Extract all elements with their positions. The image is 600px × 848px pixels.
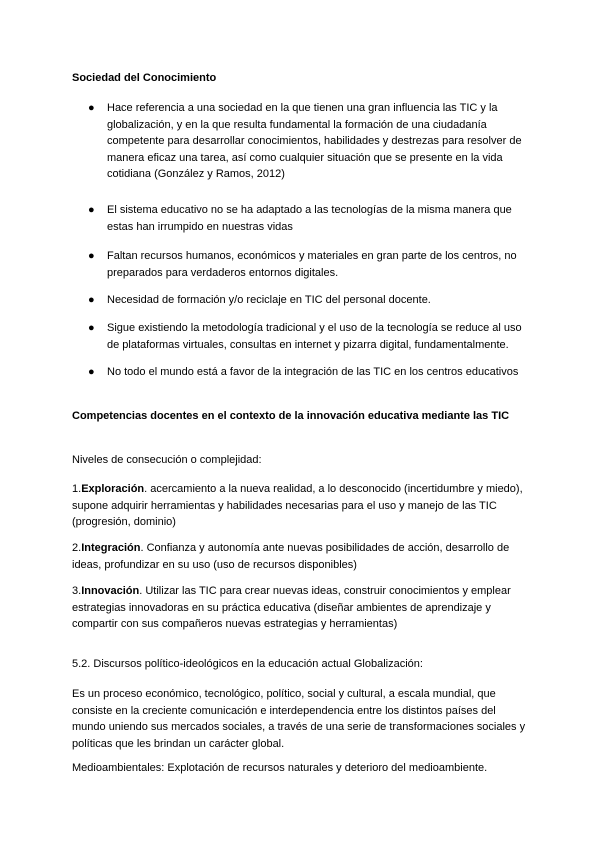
level-number: 2. (72, 542, 82, 554)
bullet-dot-icon: ● (88, 204, 95, 216)
list-item-text: Necesidad de formación y/o reciclaje en TIC del personal docente. (107, 294, 431, 306)
level-text: . acercamiento a la nueva realidad, a lo desconocido (incertidumbre y miedo), supone adquirir herramientas y habilidades necesarias para el uso y manejo de las TIC (progresión, dominio) (72, 483, 523, 528)
list-item-text: No todo el mundo está a favor de la integración de las TIC en los centros educativos (107, 366, 519, 378)
list-item-text: Hace referencia a una sociedad en la que tienen una gran influencia las TIC y la globalización, y en la que resulta fundamental la formación de una ciudadanía competente para desarrollar conocimientos, habilidades y destrezas para resolver de manera eficaz una tarea, así como cualquier situación que se presente en la vida cotidiana (González y Ramos, 2012) (107, 102, 522, 180)
bullet-dot-icon: ● (88, 250, 95, 262)
bullet-dot-icon: ● (88, 294, 95, 306)
list-item-text: Sigue existiendo la metodología tradicional y el uso de la tecnología se reduce al uso de plataformas virtuales, consultas en internet y pizarra digital, fundamentalmente. (107, 322, 522, 351)
level-text: . Utilizar las TIC para crear nuevas ideas, construir conocimientos y emplear estrategias innovadoras en su práctica educativa (diseñar ambientes de aprendizaje y compartir con sus compañeros nuevas estrategias y herramientas) (72, 585, 511, 630)
heading-sociedad-conocimiento: Sociedad del Conocimiento (72, 72, 217, 84)
level-title: Integración (81, 542, 141, 554)
level-title: Innovación (81, 585, 140, 597)
level-title: Exploración (81, 483, 145, 495)
levels-intro: Niveles de consecución o complejidad: (72, 454, 262, 466)
level-innovacion (72, 583, 532, 633)
level-integracion (72, 540, 532, 573)
list-item (88, 100, 532, 183)
bullet-dot-icon: ● (88, 322, 95, 334)
globalizacion-paragraph: Es un proceso económico, tecnológico, político, social y cultural, a escala mundial, que consiste en la creciente comunicación e interdependencia entre los distintos países del mundo uniendo sus mercados sociales, a través de una serie de transformaciones sociales y políticas que les brindan un carácter global. (72, 688, 526, 750)
level-exploracion (72, 481, 532, 531)
heading-competencias-docentes: Competencias docentes en el contexto de la innovación educativa mediante las TIC (72, 410, 510, 422)
heading-discursos-globalizacion: 5.2. Discursos político-ideológicos en la educación actual Globalización: (72, 658, 423, 670)
list-item (88, 320, 532, 353)
level-text: . Confianza y autonomía ante nuevas posibilidades de acción, desarrollo de ideas, profundizar en su uso (uso de recursos disponibles) (72, 542, 510, 571)
list-item (88, 292, 532, 309)
list-item (88, 202, 532, 235)
list-item (88, 248, 532, 281)
bullet-dot-icon: ● (88, 366, 95, 378)
bullet-dot-icon: ● (88, 102, 95, 114)
list-item-text: El sistema educativo no se ha adaptado a las tecnologías de la misma manera que estas han irrumpido en nuestras vidas (107, 204, 512, 233)
medioambientales-paragraph: Medioambientales: Explotación de recursos naturales y deterioro del medioambiente. (72, 762, 488, 774)
level-number: 1. (72, 483, 82, 495)
list-item-text: Faltan recursos humanos, económicos y materiales en gran parte de los centros, no preparados para verdaderos entornos digitales. (107, 250, 517, 279)
level-number: 3. (72, 585, 82, 597)
list-item (88, 364, 532, 381)
